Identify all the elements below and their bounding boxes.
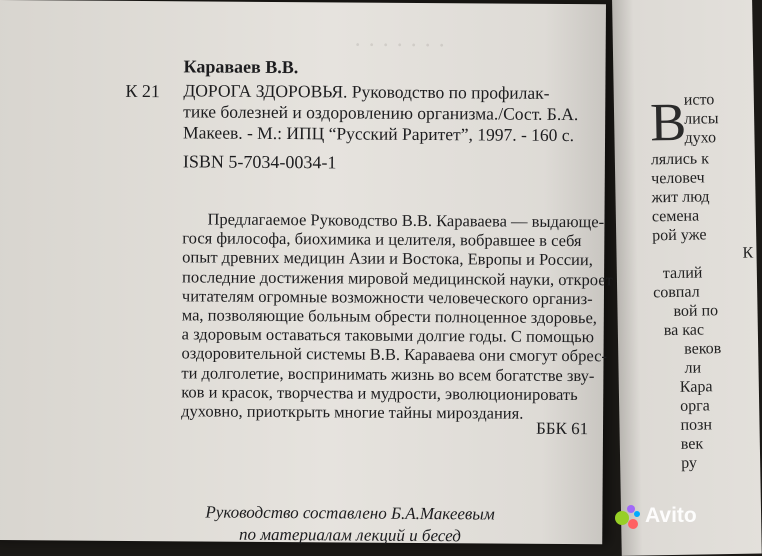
right-line: вой по <box>673 302 719 320</box>
abstract-line: ти долголетие, воспринимать жизнь во всем богатстве зву- <box>181 362 595 385</box>
abstract-line: читателям огромные возможности человеческого организ- <box>181 286 593 308</box>
right-line: ли <box>684 359 702 377</box>
right-line: ва кас <box>663 321 705 340</box>
right-line: веков <box>684 340 722 358</box>
right-line: исто <box>683 91 715 109</box>
right-line: совпал <box>653 283 700 302</box>
right-line: позн <box>680 416 713 434</box>
right-line: талий <box>662 264 703 283</box>
avito-logo-icon <box>615 505 641 531</box>
right-line: век <box>680 435 704 453</box>
right-line: рой уже <box>652 226 707 245</box>
avito-wordmark: Avito <box>645 504 697 527</box>
right-line: лисы <box>684 110 719 128</box>
right-line: семена <box>651 207 700 226</box>
drop-cap: В <box>649 91 687 153</box>
avito-dot-green <box>615 511 629 525</box>
abstract-line: Предлагаемое Руководство В.В. Караваева — выдающе- <box>207 209 605 232</box>
right-line: человеч <box>651 169 705 188</box>
author-name: Караваев В.В. <box>183 56 299 78</box>
compiler-note <box>205 501 495 547</box>
right-line: лялись к <box>650 150 710 169</box>
avito-dot-blue <box>634 511 640 517</box>
bib-line: тике болезней и оздоровлению организма./Сост. Б.А. <box>183 101 579 125</box>
abstract-line: а здоровым оставаться таковыми долгие годы. С помощью <box>181 324 595 347</box>
bib-line: ДОРОГА ЗДОРОВЬЯ. Руководство по профилак- <box>183 80 550 103</box>
isbn: ISBN 5-7034-0034-1 <box>182 151 337 173</box>
right-line: К <box>742 244 754 262</box>
show-through: · · · · · · · <box>353 32 446 60</box>
footer-line: Руководство составлено Б.А.Макеевым <box>205 502 495 524</box>
abstract-line: духовно, приоткрыть многие тайны мироздания. <box>181 401 524 423</box>
abstract-line: гося философа, биохимика и целителя, вобравшее в себя <box>182 228 582 251</box>
bibliographic-record <box>183 80 578 146</box>
right-line: Кара <box>679 378 713 396</box>
abstract-line: последние достижения мировой медицинской науки, откроет <box>182 266 613 289</box>
right-page-text <box>651 149 757 474</box>
abstract-line: ма, позволяющие больным обрести полноценное здоровье, <box>181 305 598 328</box>
abstract <box>181 209 613 423</box>
right-page-text <box>684 90 719 148</box>
right-line: духо <box>684 129 717 147</box>
bib-line: Макеев. - М.: ИПЦ “Русский Раритет”, 1997. - 160 с. <box>183 122 575 146</box>
right-page <box>612 0 762 556</box>
right-line: ру <box>681 454 698 472</box>
abstract-line: опыт древних медицин Азии и Востока, Европы и России, <box>182 247 593 270</box>
avito-watermark <box>615 503 715 533</box>
avito-dot-red <box>628 519 638 529</box>
abstract-line: ков и красок, творчества и мудрости, эволюционировать <box>181 382 578 404</box>
footer-line: по материалам лекций и бесед <box>238 524 461 546</box>
abstract-line: оздоровительной системы В.В. Караваева они смогут обрес- <box>181 343 607 366</box>
right-line: жит люд <box>651 188 710 207</box>
bbk-code: ББК 61 <box>535 418 589 439</box>
right-line: орга <box>680 397 710 415</box>
classification-code: К 21 <box>125 80 160 102</box>
